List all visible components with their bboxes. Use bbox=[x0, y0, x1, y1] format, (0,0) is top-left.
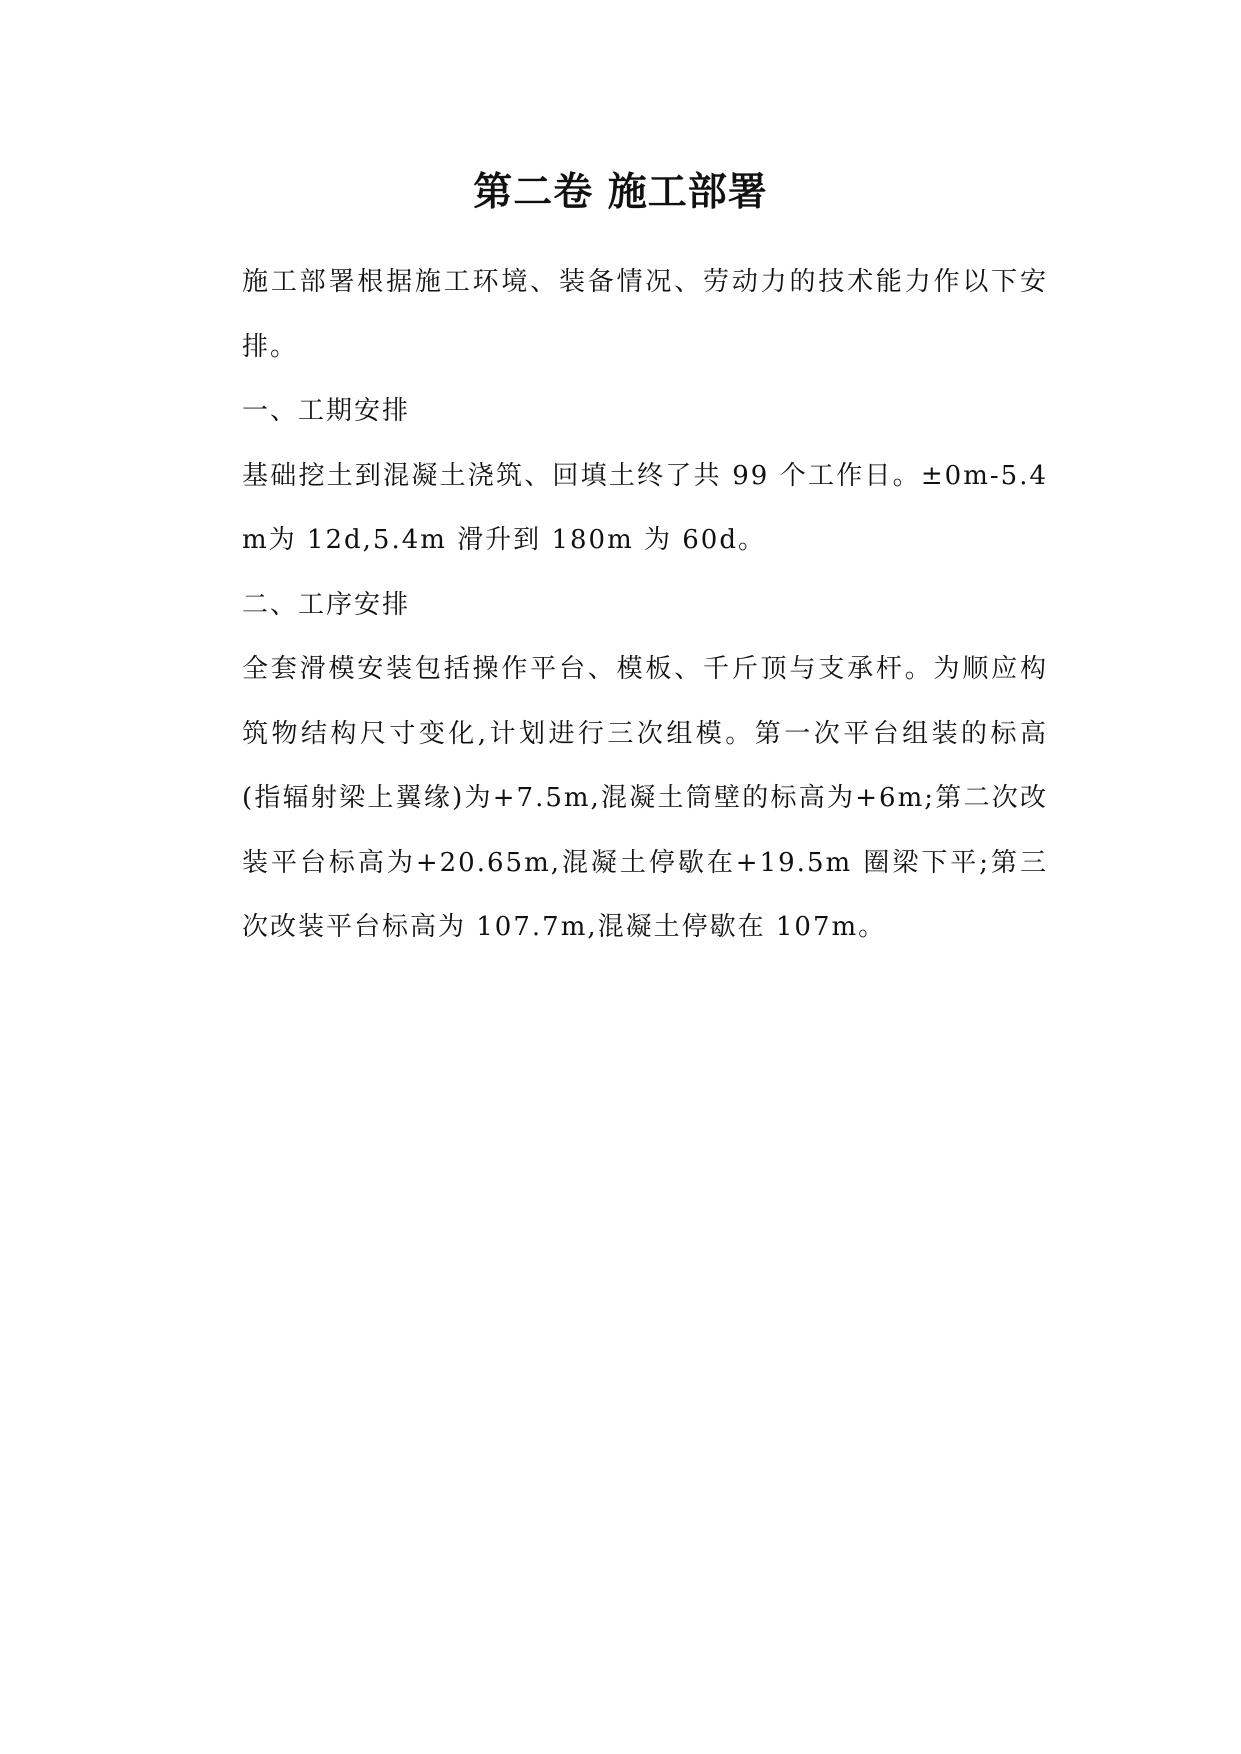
process-paragraph: 全套滑模安装包括操作平台、模板、千斤顶与支承杆。为顺应构筑物结构尺寸变化,计划进行三次组模。第一次平台组装的标高(指辐射梁上翼缘)为+7.5m,混凝土筒壁的标高为+6m;第二次改装平台标高为+20.65m,混凝土停歇在+19.5m 圈梁下平;第三次改装平台标高为 107.7m,混凝土停歇在 107m。 bbox=[242, 654, 1048, 942]
page-title: 第二卷 施工部署 bbox=[473, 170, 768, 215]
document-body bbox=[242, 250, 1048, 960]
section-heading-schedule: 一、工期安排 bbox=[242, 396, 411, 426]
section-heading-process: 二、工序安排 bbox=[242, 589, 411, 620]
schedule-paragraph: 基础挖土到混凝土浇筑、回填土终了共 99 个工作日。±0m-5.4m为 12d,5.4m 滑升到 180m 为 60d。 bbox=[242, 460, 1048, 555]
intro-paragraph: 施工部署根据施工环境、装备情况、劳动力的技术能力作以下安排。 bbox=[242, 267, 1048, 362]
